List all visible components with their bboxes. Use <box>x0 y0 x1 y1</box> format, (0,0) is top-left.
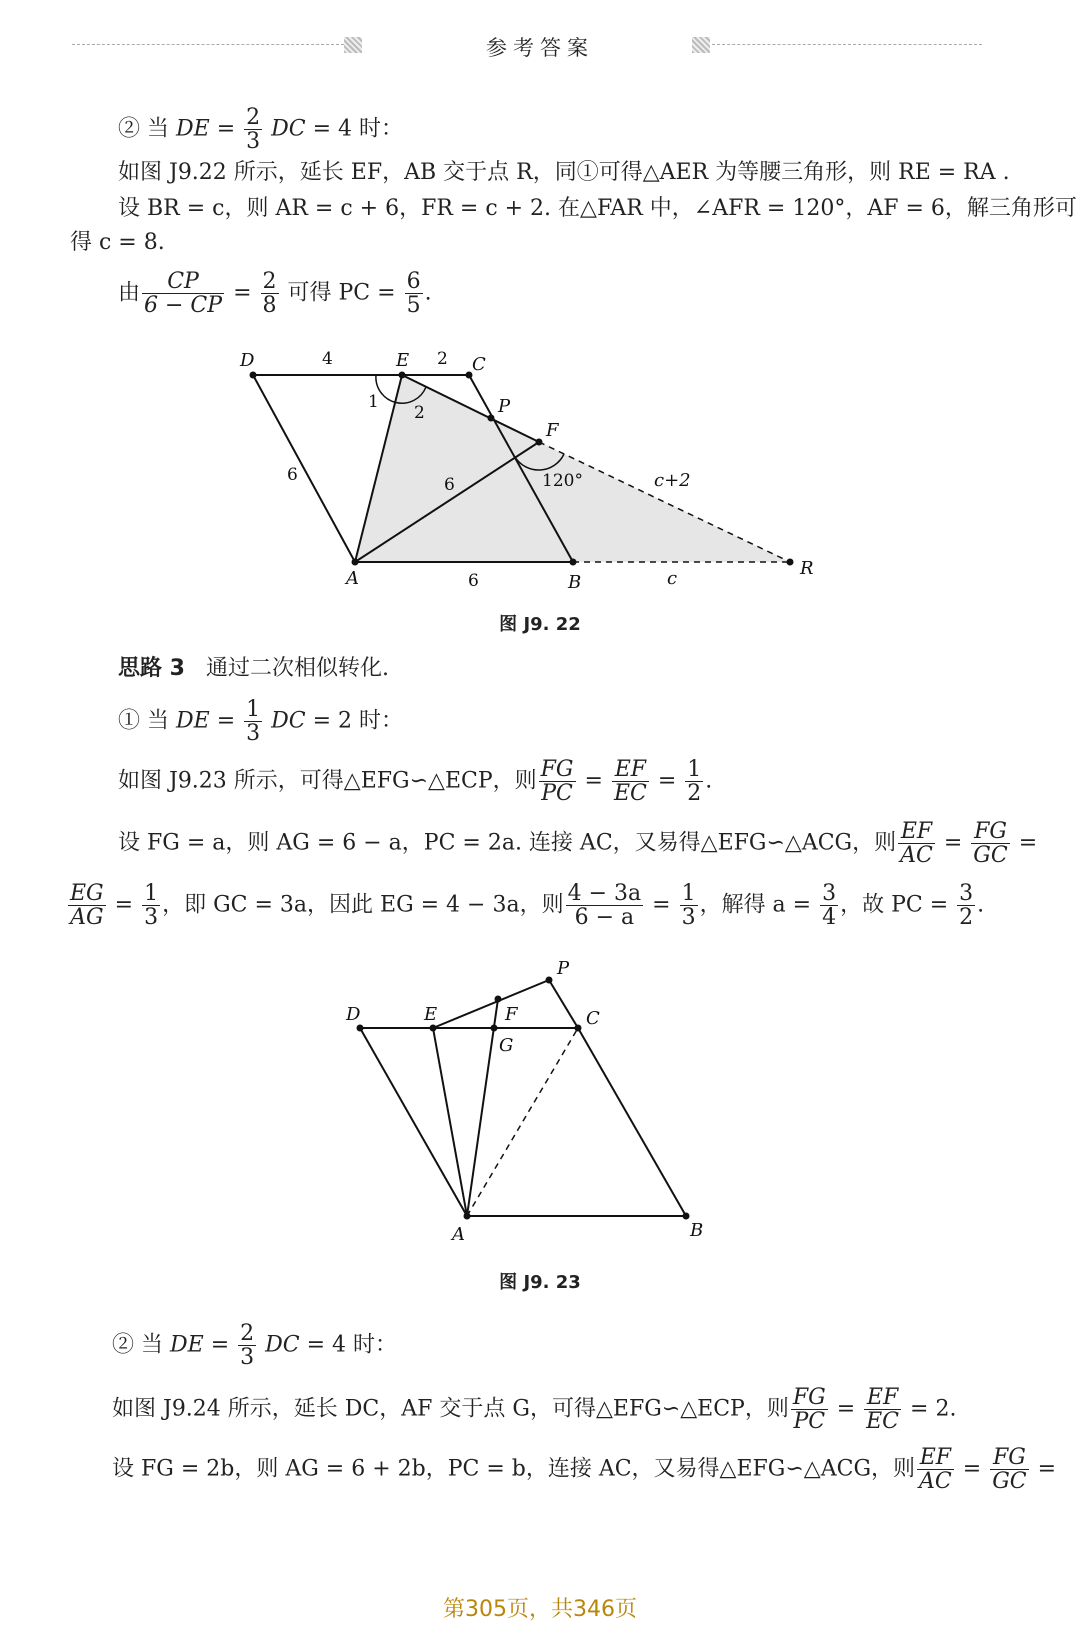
label-p: P <box>498 396 511 417</box>
frac-num: 1 <box>681 881 696 906</box>
frac-den: EC <box>866 1409 900 1435</box>
fraction <box>791 1386 828 1433</box>
idea-3-line <box>118 654 389 684</box>
var-dc: DC <box>271 708 306 734</box>
text: . <box>977 892 985 918</box>
case2-heading <box>118 106 403 153</box>
segment-ac <box>467 1028 578 1216</box>
label-b: B <box>690 1220 704 1241</box>
text: 由 <box>118 280 141 306</box>
label-seg-fr: c+2 <box>654 470 691 491</box>
label-c: C <box>586 1008 600 1029</box>
fraction <box>244 698 262 745</box>
label-seg-br: c <box>667 568 678 589</box>
fraction <box>864 1386 901 1433</box>
equals: = <box>233 280 252 306</box>
frac-num: 1 <box>687 757 702 782</box>
label-a: A <box>346 568 359 589</box>
text: 可得 PC = <box>287 280 396 306</box>
label-angle-2: 2 <box>414 403 425 423</box>
case-prefix: ① 当 <box>118 708 169 734</box>
segment-af <box>467 999 498 1216</box>
fraction <box>566 882 644 929</box>
equals: = <box>652 892 671 918</box>
paragraph-3: 得 c = 8. <box>70 230 165 255</box>
label-d: D <box>346 1004 361 1025</box>
page-header <box>0 28 1080 68</box>
var-de: DE <box>170 1332 204 1358</box>
label-e: E <box>424 1004 438 1025</box>
frac-num: 2 <box>262 269 277 294</box>
text: . <box>705 768 713 794</box>
case-tail: = 4 时： <box>306 1332 398 1358</box>
figure-caption-j9-22: 图 J9. 22 <box>499 614 581 635</box>
paragraph-9 <box>112 1446 1056 1493</box>
equals: = <box>584 768 603 794</box>
figure-caption-j9-23: 图 J9. 23 <box>499 1272 581 1293</box>
fraction <box>898 820 935 867</box>
label-seg-ec: 2 <box>437 349 448 369</box>
label-angle-1: 1 <box>368 392 379 412</box>
frac-num: 1 <box>246 697 261 722</box>
paragraph-6 <box>118 820 1037 867</box>
equals: = <box>210 1332 230 1358</box>
frac-den: GC <box>992 1469 1027 1495</box>
frac-num: 2 <box>246 105 261 130</box>
point-b <box>570 559 577 566</box>
fraction <box>142 882 160 929</box>
frac-num: EF <box>614 757 647 782</box>
frac-den: 2 <box>959 905 974 931</box>
frac-num: 2 <box>240 1321 255 1346</box>
var-dc: DC <box>271 116 306 142</box>
text: ，解得 a = <box>699 892 812 918</box>
frac-num: 3 <box>959 881 974 906</box>
label-seg-ad: 6 <box>287 465 298 485</box>
header-ornament-right <box>692 37 710 53</box>
segment-cb <box>578 1028 686 1216</box>
var-de: DE <box>176 116 210 142</box>
label-f: F <box>546 420 559 441</box>
frac-den: 3 <box>240 1345 255 1371</box>
header-title: 参考答案 <box>486 36 594 60</box>
equals: = <box>1018 830 1038 856</box>
equals: = <box>216 708 236 734</box>
frac-den: 3 <box>246 721 261 747</box>
equals: = <box>943 830 963 856</box>
frac-den: AC <box>919 1469 952 1495</box>
label-p: P <box>557 958 570 979</box>
label-seg-de: 4 <box>322 349 333 369</box>
point-a <box>464 1213 471 1220</box>
label-seg-ab: 6 <box>468 571 479 591</box>
point-p <box>488 415 495 422</box>
paragraph-8 <box>112 1386 956 1433</box>
fraction <box>990 1446 1028 1493</box>
equals: = <box>114 892 134 918</box>
label-r: R <box>800 558 814 579</box>
frac-den: 8 <box>262 293 277 319</box>
frac-num: FG <box>974 819 1007 844</box>
label-seg-af: 6 <box>444 475 455 495</box>
segment-da <box>253 375 355 562</box>
text: 设 FG = 2b，则 AG = 6 + 2b，PC = b，连接 AC，又易得△EFG∽△ACG，则 <box>112 1456 916 1482</box>
fraction <box>680 882 698 929</box>
frac-den: AC <box>900 843 933 869</box>
fraction <box>957 882 975 929</box>
header-rule-right <box>712 44 982 45</box>
point-e <box>399 372 406 379</box>
text: ，故 PC = <box>840 892 949 918</box>
label-angle-120: 120° <box>542 471 583 491</box>
case-tail: = 4 时： <box>312 116 404 142</box>
text: 如图 J9.24 所示，延长 DC，AF 交于点 G，可得△EFG∽△ECP，则 <box>112 1396 789 1422</box>
segment-ep <box>433 980 549 1028</box>
frac-den: AG <box>70 905 104 931</box>
equals: = <box>216 116 236 142</box>
point-b <box>683 1213 690 1220</box>
frac-num: EF <box>900 819 933 844</box>
frac-den: EC <box>613 781 647 807</box>
point-f <box>536 439 543 446</box>
fraction <box>685 758 703 805</box>
label-d: D <box>240 350 255 371</box>
frac-num: 4 − 3a <box>567 881 642 906</box>
fraction <box>820 882 838 929</box>
frac-den: 4 <box>822 905 837 931</box>
equals: = <box>1037 1456 1057 1482</box>
fraction <box>142 270 224 317</box>
frac-den: 6 − a <box>574 905 635 931</box>
frac-den: PC <box>541 781 573 807</box>
frac-den: 2 <box>687 781 702 807</box>
frac-num: CP <box>167 269 199 294</box>
frac-num: EF <box>919 1445 952 1470</box>
paragraph-1: 如图 J9.22 所示，延长 EF，AB 交于点 R，同①可得△AER 为等腰三角形，则 RE = RA . <box>118 160 1010 185</box>
point-g <box>491 1025 498 1032</box>
fraction <box>917 1446 954 1493</box>
point-p <box>546 977 553 984</box>
paragraph-5 <box>118 758 712 805</box>
label-e: E <box>396 350 410 371</box>
segment-pc <box>549 980 578 1028</box>
fraction <box>405 270 423 317</box>
text: 如图 J9.23 所示，可得△EFG∽△ECP，则 <box>118 768 537 794</box>
frac-den: GC <box>973 843 1008 869</box>
equals: = <box>657 768 677 794</box>
fraction <box>68 882 106 929</box>
text: ，即 GC = 3a，因此 EG = 4 − 3a，则 <box>162 892 564 918</box>
point-r <box>787 559 794 566</box>
fraction <box>261 270 279 317</box>
frac-den: 3 <box>681 905 696 931</box>
var-dc: DC <box>265 1332 300 1358</box>
frac-num: 3 <box>822 881 837 906</box>
frac-den: 5 <box>406 293 421 319</box>
frac-num: 6 <box>406 269 421 294</box>
frac-num: EF <box>866 1385 899 1410</box>
frac-den: 3 <box>246 129 261 155</box>
fraction <box>244 106 262 153</box>
text: . <box>424 280 432 306</box>
case1-heading <box>118 698 403 745</box>
idea-3-text: 通过二次相似转化. <box>205 656 389 681</box>
frac-num: EG <box>70 881 104 906</box>
paragraph-2: 设 BR = c，则 AR = c + 6，FR = c + 2. 在△FAR 中，∠AFR = 120°，AF = 6，解三角形可 <box>118 196 1077 221</box>
figure-j9-22 <box>0 340 1080 600</box>
text: = 2. <box>910 1396 957 1422</box>
point-d <box>250 372 257 379</box>
label-b: B <box>568 572 582 593</box>
label-a: A <box>452 1224 465 1245</box>
frac-num: FG <box>792 1385 826 1410</box>
frac-den: 6 − CP <box>144 293 223 319</box>
equals: = <box>836 1396 856 1422</box>
fraction <box>971 820 1009 867</box>
case-prefix: ② 当 <box>118 116 169 142</box>
frac-den: 3 <box>144 905 159 931</box>
case2-heading-b <box>112 1322 397 1369</box>
label-c: C <box>472 354 486 375</box>
point-e <box>430 1025 437 1032</box>
case-tail: = 2 时： <box>312 708 404 734</box>
frac-den: PC <box>793 1409 826 1435</box>
frac-num: FG <box>540 757 574 782</box>
point-f <box>495 996 502 1003</box>
point-a <box>352 559 359 566</box>
text: 设 FG = a，则 AG = 6 − a，PC = 2a. 连接 AC，又易得△EFG∽△ACG，则 <box>118 830 897 856</box>
paragraph-7 <box>66 882 984 929</box>
label-g: G <box>499 1035 514 1056</box>
fraction <box>612 758 649 805</box>
frac-num: FG <box>992 1445 1026 1470</box>
frac-num: 1 <box>144 881 159 906</box>
fraction <box>238 1322 256 1369</box>
figure-j9-23 <box>0 950 1080 1250</box>
var-de: DE <box>176 708 210 734</box>
paragraph-4 <box>118 270 432 317</box>
point-d <box>357 1025 364 1032</box>
idea-3-title: 思路 3 <box>118 656 185 681</box>
equals: = <box>962 1456 982 1482</box>
page-footer: 第305页，共346页 <box>443 1597 637 1622</box>
label-f: F <box>505 1004 518 1025</box>
fraction <box>539 758 576 805</box>
case-prefix: ② 当 <box>112 1332 163 1358</box>
point-c <box>575 1025 582 1032</box>
